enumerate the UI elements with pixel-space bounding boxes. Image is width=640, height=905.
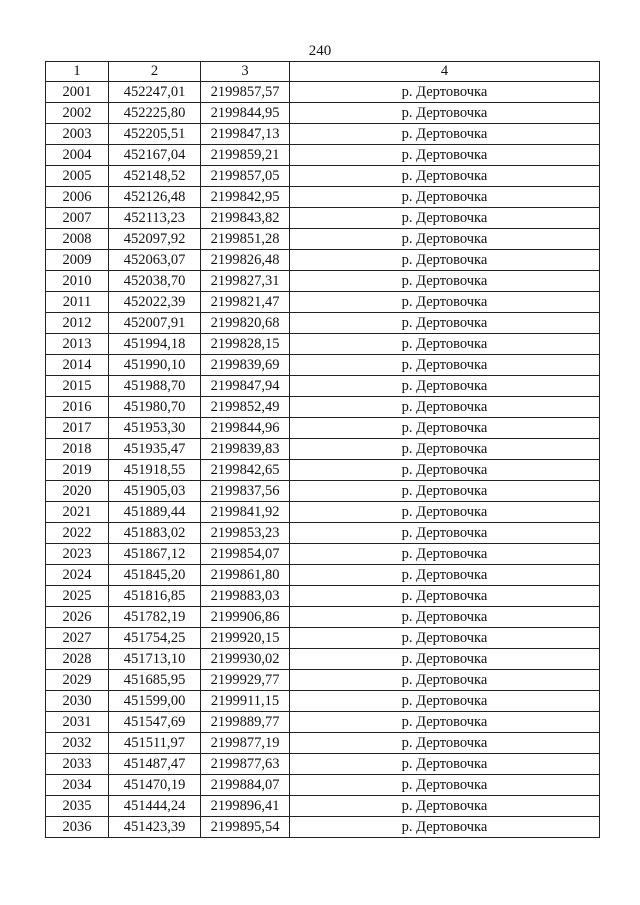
y-coordinate-cell: 2199852,49 xyxy=(201,397,290,418)
x-coordinate-cell: 451599,00 xyxy=(109,691,201,712)
y-coordinate-cell: 2199851,28 xyxy=(201,229,290,250)
column-header-1: 1 xyxy=(46,62,109,82)
x-coordinate-cell: 451547,69 xyxy=(109,712,201,733)
point-number-cell: 2031 xyxy=(46,712,109,733)
table-row xyxy=(46,145,600,166)
x-coordinate-cell: 452167,04 xyxy=(109,145,201,166)
point-number-cell: 2010 xyxy=(46,271,109,292)
y-coordinate-cell: 2199896,41 xyxy=(201,796,290,817)
y-coordinate-cell: 2199857,05 xyxy=(201,166,290,187)
object-name-cell: р. Дертовочка xyxy=(290,103,600,124)
point-number-cell: 2017 xyxy=(46,418,109,439)
object-name-cell: р. Дертовочка xyxy=(290,775,600,796)
x-coordinate-cell: 451905,03 xyxy=(109,481,201,502)
object-name-cell: р. Дертовочка xyxy=(290,250,600,271)
object-name-cell: р. Дертовочка xyxy=(290,124,600,145)
point-number-cell: 2034 xyxy=(46,775,109,796)
point-number-cell: 2013 xyxy=(46,334,109,355)
y-coordinate-cell: 2199853,23 xyxy=(201,523,290,544)
table-row xyxy=(46,628,600,649)
x-coordinate-cell: 451511,97 xyxy=(109,733,201,754)
object-name-cell: р. Дертовочка xyxy=(290,439,600,460)
table-row xyxy=(46,334,600,355)
y-coordinate-cell: 2199877,19 xyxy=(201,733,290,754)
x-coordinate-cell: 451980,70 xyxy=(109,397,201,418)
table-row xyxy=(46,439,600,460)
x-coordinate-cell: 451444,24 xyxy=(109,796,201,817)
point-number-cell: 2001 xyxy=(46,82,109,103)
object-name-cell: р. Дертовочка xyxy=(290,754,600,775)
x-coordinate-cell: 451883,02 xyxy=(109,523,201,544)
point-number-cell: 2020 xyxy=(46,481,109,502)
point-number-cell: 2018 xyxy=(46,439,109,460)
table-row xyxy=(46,271,600,292)
y-coordinate-cell: 2199857,57 xyxy=(201,82,290,103)
y-coordinate-cell: 2199929,77 xyxy=(201,670,290,691)
y-coordinate-cell: 2199841,92 xyxy=(201,502,290,523)
table-row xyxy=(46,208,600,229)
y-coordinate-cell: 2199828,15 xyxy=(201,334,290,355)
object-name-cell: р. Дертовочка xyxy=(290,376,600,397)
x-coordinate-cell: 451845,20 xyxy=(109,565,201,586)
x-coordinate-cell: 452126,48 xyxy=(109,187,201,208)
point-number-cell: 2021 xyxy=(46,502,109,523)
object-name-cell: р. Дертовочка xyxy=(290,208,600,229)
x-coordinate-cell: 451782,19 xyxy=(109,607,201,628)
point-number-cell: 2023 xyxy=(46,544,109,565)
column-header-3: 3 xyxy=(201,62,290,82)
object-name-cell: р. Дертовочка xyxy=(290,418,600,439)
point-number-cell: 2003 xyxy=(46,124,109,145)
object-name-cell: р. Дертовочка xyxy=(290,355,600,376)
y-coordinate-cell: 2199820,68 xyxy=(201,313,290,334)
point-number-cell: 2011 xyxy=(46,292,109,313)
column-header-4: 4 xyxy=(290,62,600,82)
x-coordinate-cell: 451953,30 xyxy=(109,418,201,439)
point-number-cell: 2002 xyxy=(46,103,109,124)
table-row xyxy=(46,229,600,250)
point-number-cell: 2025 xyxy=(46,586,109,607)
table-row xyxy=(46,187,600,208)
y-coordinate-cell: 2199839,83 xyxy=(201,439,290,460)
y-coordinate-cell: 2199895,54 xyxy=(201,817,290,838)
x-coordinate-cell: 451423,39 xyxy=(109,817,201,838)
object-name-cell: р. Дертовочка xyxy=(290,586,600,607)
point-number-cell: 2012 xyxy=(46,313,109,334)
y-coordinate-cell: 2199884,07 xyxy=(201,775,290,796)
object-name-cell: р. Дертовочка xyxy=(290,628,600,649)
table-row xyxy=(46,502,600,523)
object-name-cell: р. Дертовочка xyxy=(290,481,600,502)
object-name-cell: р. Дертовочка xyxy=(290,817,600,838)
x-coordinate-cell: 451889,44 xyxy=(109,502,201,523)
table-header-row xyxy=(46,62,600,82)
x-coordinate-cell: 452205,51 xyxy=(109,124,201,145)
x-coordinate-cell: 451713,10 xyxy=(109,649,201,670)
point-number-cell: 2024 xyxy=(46,565,109,586)
table-row xyxy=(46,691,600,712)
table-row xyxy=(46,82,600,103)
x-coordinate-cell: 451918,55 xyxy=(109,460,201,481)
object-name-cell: р. Дертовочка xyxy=(290,691,600,712)
point-number-cell: 2028 xyxy=(46,649,109,670)
table-row xyxy=(46,607,600,628)
object-name-cell: р. Дертовочка xyxy=(290,313,600,334)
x-coordinate-cell: 451994,18 xyxy=(109,334,201,355)
object-name-cell: р. Дертовочка xyxy=(290,733,600,754)
table-row xyxy=(46,418,600,439)
object-name-cell: р. Дертовочка xyxy=(290,166,600,187)
x-coordinate-cell: 451935,47 xyxy=(109,439,201,460)
x-coordinate-cell: 452007,91 xyxy=(109,313,201,334)
y-coordinate-cell: 2199847,94 xyxy=(201,376,290,397)
y-coordinate-cell: 2199859,21 xyxy=(201,145,290,166)
table-row xyxy=(46,523,600,544)
table-row xyxy=(46,103,600,124)
table-row xyxy=(46,481,600,502)
table-row xyxy=(46,460,600,481)
object-name-cell: р. Дертовочка xyxy=(290,229,600,250)
table-row xyxy=(46,754,600,775)
y-coordinate-cell: 2199827,31 xyxy=(201,271,290,292)
y-coordinate-cell: 2199842,65 xyxy=(201,460,290,481)
y-coordinate-cell: 2199821,47 xyxy=(201,292,290,313)
point-number-cell: 2026 xyxy=(46,607,109,628)
point-number-cell: 2009 xyxy=(46,250,109,271)
point-number-cell: 2033 xyxy=(46,754,109,775)
object-name-cell: р. Дертовочка xyxy=(290,187,600,208)
point-number-cell: 2014 xyxy=(46,355,109,376)
x-coordinate-cell: 451487,47 xyxy=(109,754,201,775)
page-number: 240 xyxy=(308,43,332,59)
y-coordinate-cell: 2199837,56 xyxy=(201,481,290,502)
table-row xyxy=(46,355,600,376)
x-coordinate-cell: 451685,95 xyxy=(109,670,201,691)
point-number-cell: 2008 xyxy=(46,229,109,250)
y-coordinate-cell: 2199854,07 xyxy=(201,544,290,565)
point-number-cell: 2005 xyxy=(46,166,109,187)
x-coordinate-cell: 452022,39 xyxy=(109,292,201,313)
x-coordinate-cell: 451816,85 xyxy=(109,586,201,607)
point-number-cell: 2035 xyxy=(46,796,109,817)
point-number-cell: 2036 xyxy=(46,817,109,838)
object-name-cell: р. Дертовочка xyxy=(290,523,600,544)
point-number-cell: 2022 xyxy=(46,523,109,544)
table-row xyxy=(46,586,600,607)
object-name-cell: р. Дертовочка xyxy=(290,334,600,355)
table-row xyxy=(46,544,600,565)
object-name-cell: р. Дертовочка xyxy=(290,565,600,586)
table-row xyxy=(46,376,600,397)
point-number-cell: 2032 xyxy=(46,733,109,754)
point-number-cell: 2029 xyxy=(46,670,109,691)
table-row xyxy=(46,733,600,754)
x-coordinate-cell: 452247,01 xyxy=(109,82,201,103)
y-coordinate-cell: 2199843,82 xyxy=(201,208,290,229)
point-number-cell: 2007 xyxy=(46,208,109,229)
object-name-cell: р. Дертовочка xyxy=(290,82,600,103)
object-name-cell: р. Дертовочка xyxy=(290,397,600,418)
y-coordinate-cell: 2199920,15 xyxy=(201,628,290,649)
y-coordinate-cell: 2199861,80 xyxy=(201,565,290,586)
table-row xyxy=(46,670,600,691)
object-name-cell: р. Дертовочка xyxy=(290,649,600,670)
point-number-cell: 2030 xyxy=(46,691,109,712)
point-number-cell: 2006 xyxy=(46,187,109,208)
table-row xyxy=(46,796,600,817)
table-row xyxy=(46,649,600,670)
point-number-cell: 2019 xyxy=(46,460,109,481)
x-coordinate-cell: 452063,07 xyxy=(109,250,201,271)
x-coordinate-cell: 451754,25 xyxy=(109,628,201,649)
point-number-cell: 2027 xyxy=(46,628,109,649)
object-name-cell: р. Дертовочка xyxy=(290,796,600,817)
object-name-cell: р. Дертовочка xyxy=(290,712,600,733)
y-coordinate-cell: 2199889,77 xyxy=(201,712,290,733)
x-coordinate-cell: 451867,12 xyxy=(109,544,201,565)
table-row xyxy=(46,313,600,334)
table-row xyxy=(46,397,600,418)
y-coordinate-cell: 2199883,03 xyxy=(201,586,290,607)
table-row xyxy=(46,166,600,187)
y-coordinate-cell: 2199906,86 xyxy=(201,607,290,628)
table-row xyxy=(46,124,600,145)
table-row xyxy=(46,250,600,271)
table-row xyxy=(46,775,600,796)
point-number-cell: 2016 xyxy=(46,397,109,418)
table-row xyxy=(46,565,600,586)
table-row xyxy=(46,817,600,838)
y-coordinate-cell: 2199842,95 xyxy=(201,187,290,208)
object-name-cell: р. Дертовочка xyxy=(290,544,600,565)
y-coordinate-cell: 2199911,15 xyxy=(201,691,290,712)
table-row xyxy=(46,292,600,313)
x-coordinate-cell: 451990,10 xyxy=(109,355,201,376)
object-name-cell: р. Дертовочка xyxy=(290,670,600,691)
object-name-cell: р. Дертовочка xyxy=(290,292,600,313)
point-number-cell: 2004 xyxy=(46,145,109,166)
y-coordinate-cell: 2199839,69 xyxy=(201,355,290,376)
y-coordinate-cell: 2199844,95 xyxy=(201,103,290,124)
column-header-2: 2 xyxy=(109,62,201,82)
object-name-cell: р. Дертовочка xyxy=(290,271,600,292)
object-name-cell: р. Дертовочка xyxy=(290,502,600,523)
x-coordinate-cell: 452038,70 xyxy=(109,271,201,292)
y-coordinate-cell: 2199877,63 xyxy=(201,754,290,775)
table-row xyxy=(46,712,600,733)
y-coordinate-cell: 2199844,96 xyxy=(201,418,290,439)
object-name-cell: р. Дертовочка xyxy=(290,145,600,166)
x-coordinate-cell: 452113,23 xyxy=(109,208,201,229)
x-coordinate-cell: 452225,80 xyxy=(109,103,201,124)
table-body xyxy=(46,82,600,838)
point-number-cell: 2015 xyxy=(46,376,109,397)
y-coordinate-cell: 2199930,02 xyxy=(201,649,290,670)
x-coordinate-cell: 451470,19 xyxy=(109,775,201,796)
y-coordinate-cell: 2199826,48 xyxy=(201,250,290,271)
object-name-cell: р. Дертовочка xyxy=(290,607,600,628)
coordinates-table xyxy=(45,61,600,838)
y-coordinate-cell: 2199847,13 xyxy=(201,124,290,145)
x-coordinate-cell: 451988,70 xyxy=(109,376,201,397)
x-coordinate-cell: 452148,52 xyxy=(109,166,201,187)
x-coordinate-cell: 452097,92 xyxy=(109,229,201,250)
object-name-cell: р. Дертовочка xyxy=(290,460,600,481)
